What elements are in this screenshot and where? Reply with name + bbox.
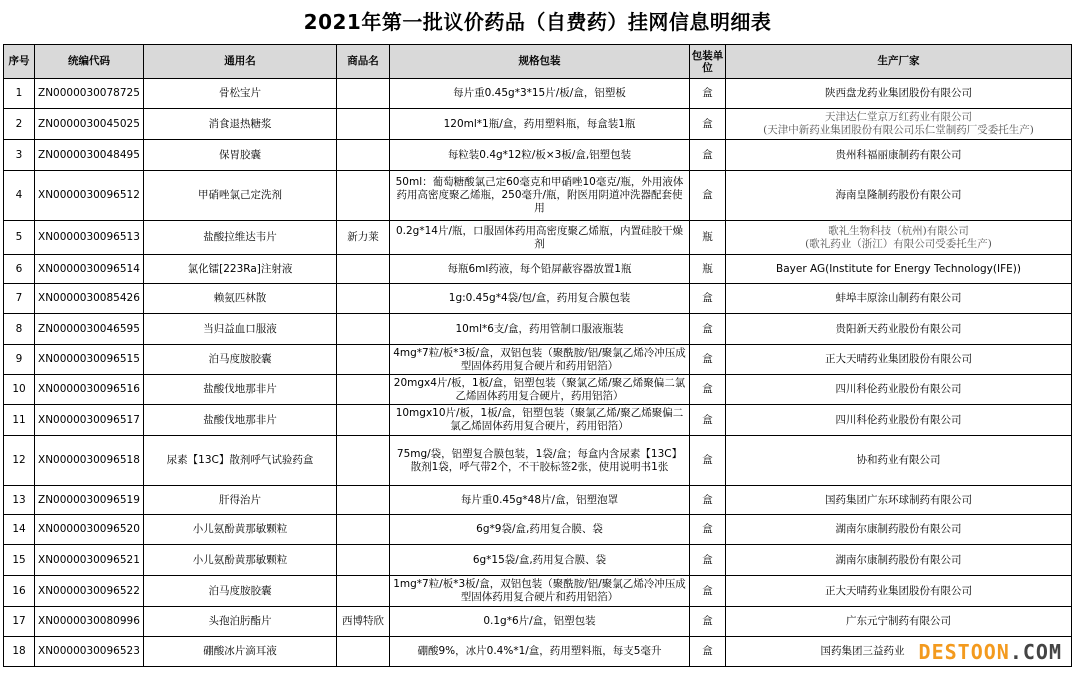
maker-name: 协和药业有限公司 (856, 454, 941, 466)
cell-name: 氯化镭[223Ra]注射液 (144, 255, 337, 284)
cell-code: XN0000030096521 (35, 545, 144, 576)
table-row (4, 607, 1072, 637)
cell-spec: 每片重0.45g*3*15片/板/盒，铝塑板 (390, 79, 690, 109)
cell-no: 7 (4, 284, 35, 314)
cell-spec: 10mgx10片/板，1板/盒，铝塑包装（聚氯乙烯/聚乙烯聚偏二氯乙烯固体药用复合硬片，药用铝箔） (390, 405, 690, 436)
maker-name: 贵州科福丽康制药有限公司 (835, 148, 962, 161)
cell-spec: 50ml：葡萄糖酸氯己定60毫克和甲硝唑10毫克/瓶，外用液体药用高密度聚乙烯瓶，250毫升/瓶，附医用阴道冲洗器配套使用 (390, 171, 690, 221)
cell-no: 14 (4, 515, 35, 545)
cell-maker (726, 607, 1072, 637)
cell-code: XN0000030096518 (35, 436, 144, 486)
maker-name: 国药集团广东环球制药有限公司 (825, 493, 972, 506)
maker-name: Bayer AG(Institute for Energy Technology(IFE)) (776, 262, 1021, 275)
cell-code: XN0000030096523 (35, 637, 144, 667)
cell-name: 肝得治片 (144, 486, 337, 515)
cell-spec: 20mgx4片/板，1板/盒，铝塑包装（聚氯乙烯/聚乙烯聚偏二氯乙烯固体药用复合硬片，药用铝箔） (390, 375, 690, 405)
table-row (4, 576, 1072, 607)
cell-spec: 每瓶6ml药液，每个铅屏蔽容器放置1瓶 (390, 255, 690, 284)
header-row (4, 45, 1072, 79)
maker-name: 海南皇隆制药股份有限公司 (835, 189, 962, 201)
cell-maker (726, 345, 1072, 375)
cell-code: XN0000030096522 (35, 576, 144, 607)
cell-maker (726, 79, 1072, 109)
cell-brand (337, 405, 390, 436)
cell-brand (337, 255, 390, 284)
cell-name: 保胃胶囊 (144, 140, 337, 171)
watermark-part1: DESTOON (918, 639, 1010, 664)
cell-no: 5 (4, 221, 35, 255)
cell-name: 消食退热糖浆 (144, 109, 337, 140)
cell-no: 9 (4, 345, 35, 375)
cell-code: XN0000030096515 (35, 345, 144, 375)
cell-spec: 硼酸9%，冰片0.4%*1/盒，药用塑料瓶，每支5毫升 (390, 637, 690, 667)
table-row (4, 314, 1072, 345)
cell-code: XN0000030096517 (35, 405, 144, 436)
cell-code: ZN0000030096519 (35, 486, 144, 515)
cell-unit: 盒 (690, 576, 726, 607)
cell-name: 尿素【13C】散剂呼气试验药盒 (144, 436, 337, 486)
maker-name: 四川科伦药业股份有限公司 (835, 413, 962, 426)
cell-maker (726, 486, 1072, 515)
cell-name: 小儿氨酚黄那敏颗粒 (144, 545, 337, 576)
cell-spec: 0.1g*6片/盒，铝塑包装 (390, 607, 690, 637)
cell-unit: 盒 (690, 515, 726, 545)
cell-name: 泊马度胺胶囊 (144, 576, 337, 607)
cell-unit: 盒 (690, 545, 726, 576)
cell-brand (337, 576, 390, 607)
cell-no: 2 (4, 109, 35, 140)
cell-name: 当归益血口服液 (144, 314, 337, 345)
cell-spec: 75mg/袋，铝塑复合膜包装，1袋/盒；每盒内含尿素【13C】散剂1袋，呼气带2个，不干胶标签2张，使用说明书1张 (390, 436, 690, 486)
cell-no: 13 (4, 486, 35, 515)
cell-no: 6 (4, 255, 35, 284)
table-row (4, 255, 1072, 284)
cell-unit: 盒 (690, 345, 726, 375)
header-maker: 生产厂家 (726, 45, 1072, 79)
cell-brand (337, 436, 390, 486)
cell-no: 3 (4, 140, 35, 171)
cell-no: 4 (4, 171, 35, 221)
cell-code: XN0000030096514 (35, 255, 144, 284)
watermark-part2: .COM (1009, 639, 1062, 664)
cell-code: ZN0000030048495 (35, 140, 144, 171)
maker-name: 湖南尔康制药股份有限公司 (835, 523, 962, 535)
cell-maker (726, 284, 1072, 314)
cell-spec: 120ml*1瓶/盒，药用塑料瓶，每盒装1瓶 (390, 109, 690, 140)
cell-no: 8 (4, 314, 35, 345)
table-row (4, 405, 1072, 436)
cell-brand (337, 375, 390, 405)
cell-brand (337, 345, 390, 375)
maker-name: 广东元宁制药有限公司 (846, 615, 951, 627)
header-no: 序号 (4, 45, 35, 79)
cell-unit: 盒 (690, 171, 726, 221)
table-row (4, 486, 1072, 515)
maker-name: 正大天晴药业集团股份有限公司 (825, 584, 972, 597)
cell-maker (726, 375, 1072, 405)
cell-spec: 0.2g*14片/瓶，口服固体药用高密度聚乙烯瓶，内置硅胶干燥剂 (390, 221, 690, 255)
cell-brand (337, 109, 390, 140)
cell-code: XN0000030096516 (35, 375, 144, 405)
table-row (4, 109, 1072, 140)
cell-spec: 每粒装0.4g*12粒/板×3板/盒,铝塑包装 (390, 140, 690, 171)
maker-name: 天津达仁堂京万红药业有限公司 (825, 111, 972, 123)
cell-maker (726, 221, 1072, 255)
cell-no: 11 (4, 405, 35, 436)
cell-maker (726, 637, 1072, 667)
header-name: 通用名 (144, 45, 337, 79)
table-row (4, 515, 1072, 545)
cell-maker (726, 171, 1072, 221)
cell-brand: 西博特欣 (337, 607, 390, 637)
maker-name: 湖南尔康制药股份有限公司 (835, 553, 962, 566)
cell-maker (726, 140, 1072, 171)
cell-name: 盐酸拉维达韦片 (144, 221, 337, 255)
cell-unit: 盒 (690, 79, 726, 109)
cell-maker (726, 405, 1072, 436)
maker-name: 正大天晴药业集团股份有限公司 (825, 353, 972, 365)
cell-code: XN0000030096520 (35, 515, 144, 545)
table-row (4, 221, 1072, 255)
cell-name: 甲硝唑氯己定洗剂 (144, 171, 337, 221)
table-row (4, 79, 1072, 109)
cell-unit: 盒 (690, 375, 726, 405)
cell-unit: 盒 (690, 436, 726, 486)
cell-maker (726, 576, 1072, 607)
cell-spec: 4mg*7粒/板*3板/盒，双铝包装（聚酰胺/铝/聚氯乙烯冷冲压成型固体药用复合硬片和药用铝箔） (390, 345, 690, 375)
cell-name: 小儿氨酚黄那敏颗粒 (144, 515, 337, 545)
cell-no: 10 (4, 375, 35, 405)
header-unit: 包装单位 (690, 45, 726, 79)
cell-spec: 10ml*6支/盒，药用管制口服液瓶装 (390, 314, 690, 345)
table-row (4, 375, 1072, 405)
cell-name: 骨松宝片 (144, 79, 337, 109)
cell-name: 盐酸伐地那非片 (144, 405, 337, 436)
table-row (4, 436, 1072, 486)
cell-name: 盐酸伐地那非片 (144, 375, 337, 405)
cell-no: 17 (4, 607, 35, 637)
cell-spec: 每片重0.45g*48片/盒，铝塑泡罩 (390, 486, 690, 515)
cell-spec: 6g*15袋/盒,药用复合膜、袋 (390, 545, 690, 576)
cell-unit: 盒 (690, 637, 726, 667)
cell-unit: 盒 (690, 314, 726, 345)
cell-unit: 盒 (690, 284, 726, 314)
cell-no: 16 (4, 576, 35, 607)
cell-no: 18 (4, 637, 35, 667)
cell-brand (337, 284, 390, 314)
cell-no: 15 (4, 545, 35, 576)
cell-brand (337, 140, 390, 171)
cell-unit: 瓶 (690, 221, 726, 255)
page-title: 2021年第一批议价药品（自费药）挂网信息明细表 (303, 10, 772, 34)
table-row (4, 140, 1072, 171)
header-brand: 商品名 (337, 45, 390, 79)
maker-name: 陕西盘龙药业集团股份有限公司 (825, 87, 972, 99)
cell-no: 1 (4, 79, 35, 109)
cell-name: 赖氨匹林散 (144, 284, 337, 314)
maker-name: 贵阳新天药业股份有限公司 (835, 322, 962, 335)
cell-code: XN0000030085426 (35, 284, 144, 314)
cell-brand (337, 545, 390, 576)
cell-name: 头孢泊肟酯片 (144, 607, 337, 637)
cell-maker (726, 314, 1072, 345)
cell-spec: 1mg*7粒/板*3板/盒，双铝包装（聚酰胺/铝/聚氯乙烯冷冲压成型固体药用复合硬片和药用铝箔） (390, 576, 690, 607)
header-code: 统编代码 (35, 45, 144, 79)
cell-code: ZN0000030045025 (35, 109, 144, 140)
cell-maker (726, 515, 1072, 545)
cell-unit: 瓶 (690, 255, 726, 284)
cell-brand (337, 79, 390, 109)
cell-no: 12 (4, 436, 35, 486)
table-row (4, 284, 1072, 314)
header-spec: 规格包装 (390, 45, 690, 79)
drug-table (3, 44, 1072, 667)
cell-unit: 盒 (690, 405, 726, 436)
maker-name: 四川科伦药业股份有限公司 (835, 383, 962, 395)
cell-maker (726, 545, 1072, 576)
cell-brand (337, 637, 390, 667)
cell-maker (726, 255, 1072, 284)
cell-maker (726, 436, 1072, 486)
cell-spec: 6g*9袋/盒,药用复合膜、袋 (390, 515, 690, 545)
maker-name: 歌礼生物科技（杭州)有限公司 (828, 224, 969, 237)
cell-name: 硼酸冰片滴耳液 (144, 637, 337, 667)
cell-brand (337, 171, 390, 221)
cell-name: 泊马度胺胶囊 (144, 345, 337, 375)
cell-unit: 盒 (690, 109, 726, 140)
table-row (4, 171, 1072, 221)
cell-brand (337, 314, 390, 345)
maker-with-watermark (729, 641, 1068, 663)
cell-code: ZN0000030078725 (35, 79, 144, 109)
cell-code: ZN0000030046595 (35, 314, 144, 345)
maker-note: (歌礼药业（浙江）有限公司受委托生产) (805, 237, 992, 250)
cell-brand (337, 486, 390, 515)
cell-spec: 1g:0.45g*4袋/包/盒，药用复合膜包装 (390, 284, 690, 314)
maker-note: (天津中新药业集团股份有限公司乐仁堂制药厂受委托生产) (763, 124, 1034, 136)
watermark-logo (919, 641, 1062, 663)
maker-name: 蚌埠丰原涂山制药有限公司 (835, 292, 962, 304)
table-row (4, 637, 1072, 667)
cell-code: XN0000030080996 (35, 607, 144, 637)
cell-brand: 新力莱 (337, 221, 390, 255)
maker-name: 国药集团三益药业 (820, 645, 905, 657)
cell-brand (337, 515, 390, 545)
table-row (4, 345, 1072, 375)
cell-maker (726, 109, 1072, 140)
cell-unit: 盒 (690, 140, 726, 171)
cell-unit: 盒 (690, 486, 726, 515)
cell-code: XN0000030096513 (35, 221, 144, 255)
cell-unit: 盒 (690, 607, 726, 637)
table-row (4, 545, 1072, 576)
cell-code: XN0000030096512 (35, 171, 144, 221)
